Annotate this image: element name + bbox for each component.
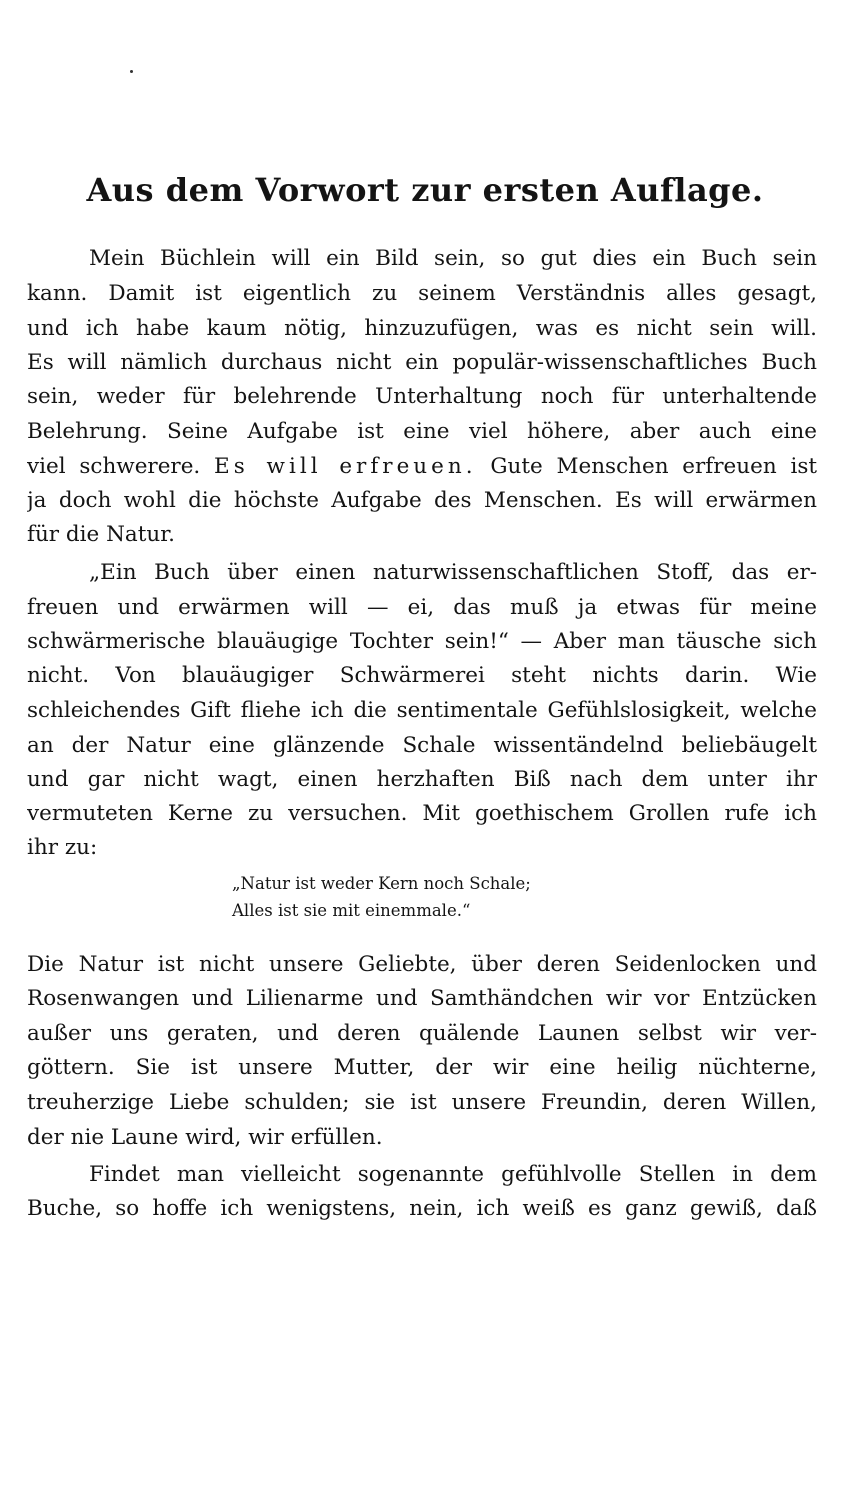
paragraph-2-line-2: freuen und erwärmen will — ei, das muß ja etwas für meine [27,595,817,620]
paragraph-1-line-5: sein, weder für belehrende Unterhaltung noch für unterhaltende [27,384,817,409]
paragraph-2-line-7: und gar nicht wagt, einen herzhaften Biß nach dem unter ihr [27,767,817,792]
paragraph-4-line-2: Buche, so hoffe ich wenigstens, nein, ich weiß es ganz gewiß, daß [27,1196,817,1221]
paragraph-3-line-2: Rosenwangen und Lilienarme und Samthändchen wir vor Entzücken [27,986,817,1011]
paragraph-1-line-1: Mein Büchlein will ein Bild sein, so gut dies ein Buch sein [89,246,817,271]
paragraph-2-line-5: schleichendes Gift fliehe ich die sentimentale Gefühlslosigkeit, welche [27,698,817,723]
paragraph-2-line-4: nicht. Von blauäugiger Schwärmerei steht nichts darin. Wie [27,663,817,688]
paragraph-3-line-6: der nie Laune wird, wir erfüllen. [27,1125,383,1150]
paragraph-1-line-4: Es will nämlich durchaus nicht ein populär-wissenschaftliches Buch [27,350,817,375]
paragraph-1-line-7 [27,450,817,484]
paragraph-3-line-4: göttern. Sie ist unsere Mutter, der wir eine heilig nüchterne, [27,1055,817,1080]
paragraph-1-line-8: ja doch wohl die höchste Aufgabe des Menschen. Es will erwärmen [27,488,817,513]
verse-line-2: Alles ist sie mit einemmale.“ [232,901,471,920]
paragraph-3-line-1: Die Natur ist nicht unsere Geliebte, über deren Seidenlocken und [27,952,817,977]
paragraph-2-line-8: vermuteten Kerne zu versuchen. Mit goethischem Grollen rufe ich [27,801,817,826]
print-speck [130,70,133,73]
emphasized-phrase: Es will erfreuen. [214,454,477,479]
paragraph-1-line-9: für die Natur. [27,522,175,547]
paragraph-2-line-1: „Ein Buch über einen naturwissenschaftlichen Stoff, das er- [89,560,817,585]
verse-line-1: „Natur ist weder Kern noch Schale; [232,874,531,893]
paragraph-4-line-1: Findet man vielleicht sogenannte gefühlvolle Stellen in dem [89,1162,817,1187]
paragraph-2-line-6: an der Natur eine glänzende Schale wissentändelnd beliebäugelt [27,733,817,758]
paragraph-1-line-6: Belehrung. Seine Aufgabe ist eine viel höhere, aber auch eine [27,419,817,444]
paragraph-2-line-9: ihr zu: [27,835,98,860]
paragraph-2-line-3: schwärmerische blauäugige Tochter sein!“ — Aber man täusche sich [27,629,817,654]
line-7-end: Gute Menschen erfreuen ist [490,454,817,479]
line-7-start: viel schwerere. [27,454,201,479]
paragraph-1-line-2: kann. Damit ist eigentlich zu seinem Verständnis alles gesagt, [27,281,817,306]
paragraph-1-line-3: und ich habe kaum nötig, hinzuzufügen, was es nicht sein will. [27,316,817,341]
paragraph-3-line-3: außer uns geraten, und deren quälende Launen selbst wir ver- [27,1021,817,1046]
paragraph-3-line-5: treuherzige Liebe schulden; sie ist unsere Freundin, deren Willen, [27,1090,817,1115]
page-title: Aus dem Vorwort zur ersten Auflage. [86,171,764,209]
